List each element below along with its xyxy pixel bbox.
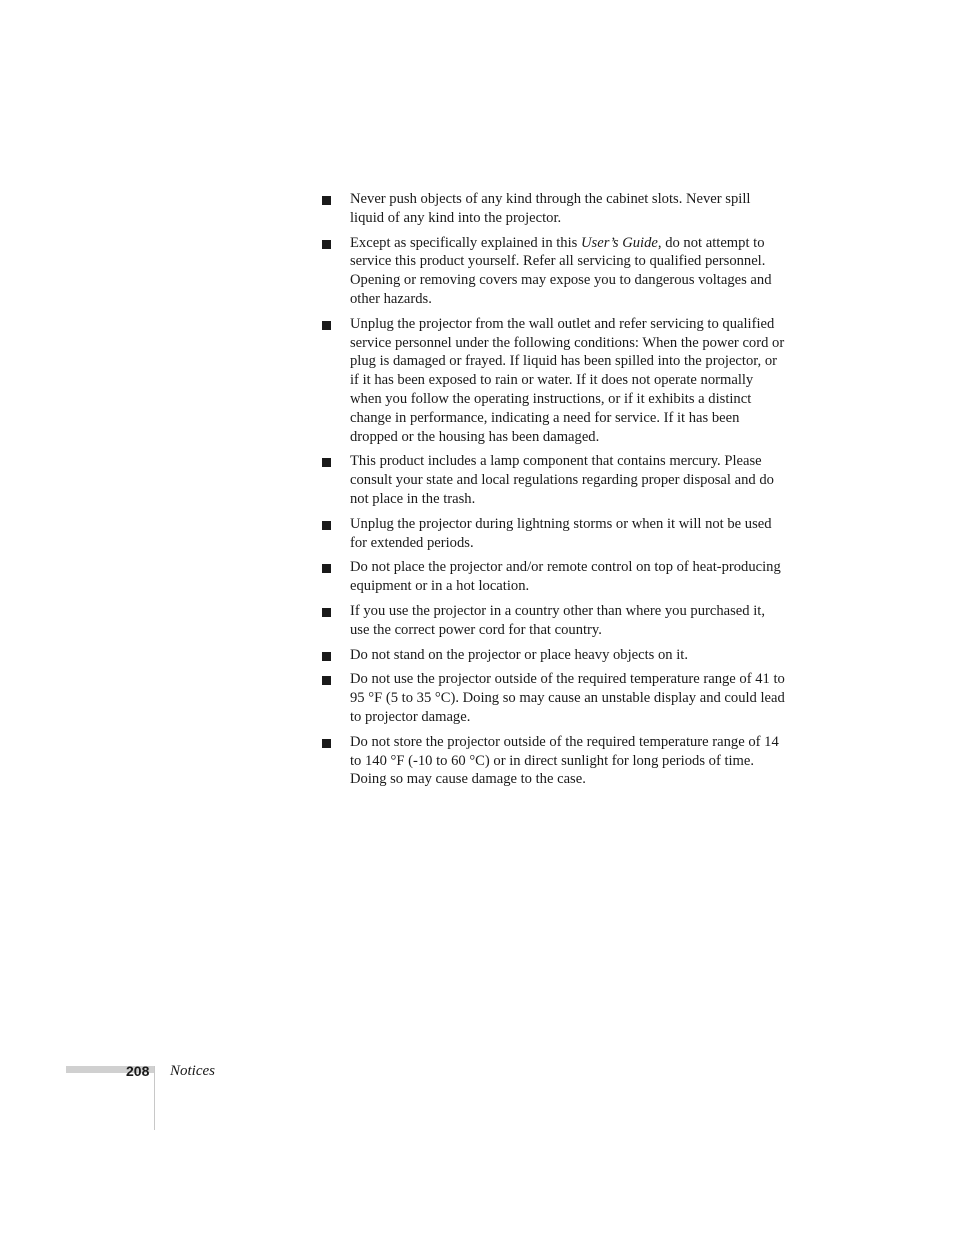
- list-item: [322, 315, 788, 447]
- guide-title: User’s Guide: [581, 234, 658, 251]
- page-number: 208: [126, 1063, 150, 1079]
- bullet-text: Do not store the projector outside of the required temperature range of 14 to 140 °F (-10 to 60 °C) or in direct sunlight for long periods of time. Doing so may cause damage to the case.: [350, 733, 779, 788]
- list-item: [322, 190, 788, 228]
- list-item: [322, 515, 788, 553]
- bullet-text: Unplug the projector from the wall outlet and refer servicing to qualified service personnel under the following conditions: When the power cord or plug is damaged or frayed. If liquid has been spilled into the projector, or if it has been exposed to rain or water. If it does not operate normally when you follow the operating instructions, or if it exhibits a distinct change in performance, indicating a need for service. If it has been dropped or the housing has been damaged.: [350, 315, 785, 445]
- bullet-text: Do not use the projector outside of the required temperature range of 41 to 95 °F (5 to 35 °C). Doing so may cause an unstable display and could lead to projector damage.: [350, 671, 785, 725]
- bullet-text: Never push objects of any kind through the cabinet slots. Never spill liquid of any kind into the projector.: [350, 191, 751, 226]
- list-item: [322, 670, 788, 726]
- square-bullet-icon: [322, 676, 331, 685]
- list-item: [322, 646, 788, 665]
- square-bullet-icon: [322, 196, 331, 205]
- bullet-text: Unplug the projector during lightning storms or when it will not be used for extended periods.: [350, 515, 772, 551]
- list-item: [322, 558, 788, 596]
- square-bullet-icon: [322, 564, 331, 573]
- square-bullet-icon: [322, 652, 331, 661]
- bullet-text: Do not place the projector and/or remote control on top of heat-producing equipment or in a hot location.: [350, 559, 781, 595]
- bullet-text: Do not stand on the projector or place heavy objects on it.: [350, 646, 688, 663]
- square-bullet-icon: [322, 240, 331, 249]
- bullet-text: This product includes a lamp component that contains mercury. Please consult your state and local regulations regarding proper disposal and do not place in the trash.: [350, 453, 774, 507]
- bullet-text: Except as specifically explained in this User’s Guide, do not attempt to service this product yourself. Refer all servicing to qualified personnel. Opening or removing covers may expose you to dangerous voltages and other hazards.: [350, 234, 772, 307]
- square-bullet-icon: [322, 521, 331, 530]
- list-item: [322, 602, 788, 640]
- square-bullet-icon: [322, 321, 331, 330]
- square-bullet-icon: [322, 739, 331, 748]
- list-item: [322, 452, 788, 508]
- square-bullet-icon: [322, 458, 331, 467]
- bullet-text: If you use the projector in a country other than where you purchased it, use the correct power cord for that country.: [350, 602, 765, 638]
- footer-divider: [154, 1066, 155, 1130]
- safety-bullet-list: [322, 190, 788, 795]
- list-item: [322, 733, 788, 789]
- square-bullet-icon: [322, 608, 331, 617]
- list-item: [322, 234, 788, 309]
- section-title: Notices: [170, 1063, 215, 1079]
